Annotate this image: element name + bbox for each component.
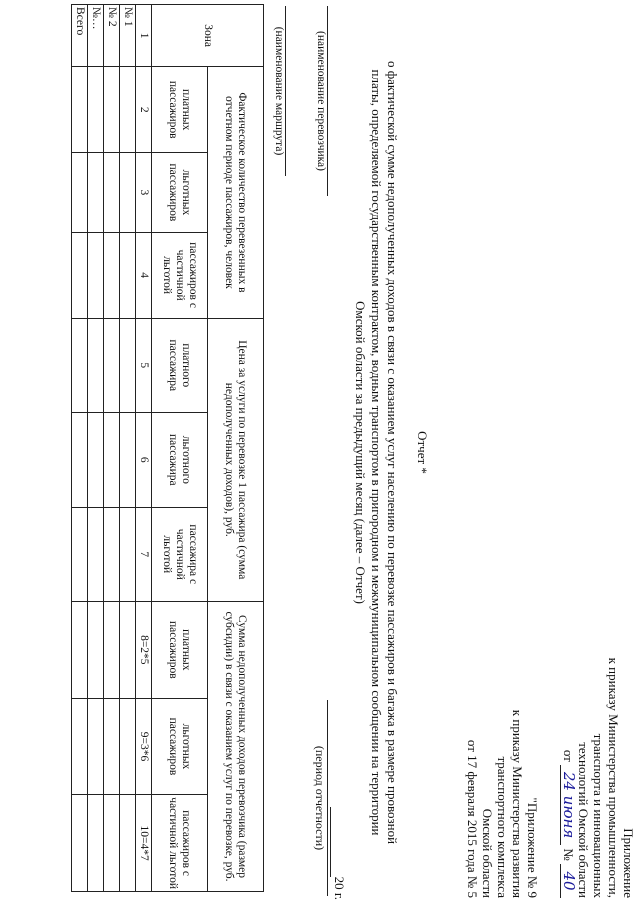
col-number: 6 [136, 413, 152, 507]
appendix-from-label: от [561, 749, 576, 762]
group-sum-header: Сумма недополученных доходов перевозчика (размер субсидии) в связи с оказанием услуг по перевозке, руб. [208, 602, 264, 892]
sum-sub-partial: пассажиров с частичной льготой [152, 795, 208, 892]
table-row [104, 5, 120, 892]
report-line-1: о фактической сумме недополученных доходов в связи с оказанием услуг населению по перевозке пассажиров и багажа в размере провозной [385, 60, 400, 845]
price-sub-partial: пассажира с частичной льготой [152, 507, 208, 601]
row-zone-label: №… [88, 5, 104, 67]
report-heading [352, 0, 430, 905]
col-number: 4 [136, 232, 152, 318]
table-sub-header-row [152, 5, 208, 892]
group-price-header: Цена за услуги по перевозке 1 пассажира (сумма недополученных доходов), руб. [208, 318, 264, 601]
report-title: Отчет * [415, 431, 430, 474]
sum-sub-benefit: льготных пассажиров [152, 698, 208, 795]
appendix-header [560, 560, 636, 898]
carrier-name-label: (наименование перевозчика) [315, 6, 328, 196]
appendix-number-label: № [561, 848, 576, 861]
price-sub-benefit: льготного пассажира [152, 413, 208, 507]
col-zone-header: Зона [152, 5, 264, 67]
col-number: 8=2*5 [136, 602, 152, 699]
appendix-date-line [560, 560, 576, 898]
col-number: 7 [136, 507, 152, 601]
appendix-line-2: транспорта и инновационных [591, 733, 606, 898]
col-number: 5 [136, 318, 152, 412]
row-zone-label: № 2 [104, 5, 120, 67]
qty-sub-paid: платных пассажиров [152, 67, 208, 153]
period-caption: (период отчетности) [312, 700, 328, 896]
table-row [120, 5, 136, 892]
col-number: 10=4*7 [136, 795, 152, 892]
row-total-label: Всего [72, 5, 88, 67]
table-group-header-row [208, 5, 264, 892]
col-number: 2 [136, 67, 152, 153]
appendix-number: 40 [560, 864, 576, 898]
row-zone-label: № 1 [120, 5, 136, 67]
group-qty-header: Фактическое количество перевезенных в отчетном периоде пассажиров, человек [208, 67, 264, 318]
prior-line-2: транспортного комплекса [495, 756, 510, 898]
appendix-line-3: технологий Омской области [576, 742, 591, 898]
col-number: 9=3*6 [136, 698, 152, 795]
prior-line-3: Омской области [480, 808, 495, 898]
route-name-label: (наименование маршрута) [273, 6, 286, 176]
qty-sub-partial: пассажиров с частичной льготой [152, 232, 208, 318]
prior-title: "Приложение № 9 [525, 797, 540, 898]
table-row [88, 5, 104, 892]
prior-appendix-header [465, 600, 540, 898]
table-number-row [136, 5, 152, 892]
sum-sub-paid: платных пассажиров [152, 602, 208, 699]
price-sub-paid: платного пассажира [152, 318, 208, 412]
period-year: 20 г. [330, 740, 347, 900]
report-table [71, 4, 264, 892]
prior-line-1: к приказу Министерства развития [510, 709, 525, 898]
appendix-line-1: к приказу Министерства промышленности, [606, 657, 621, 898]
qty-sub-benefit: льготных пассажиров [152, 153, 208, 232]
table-total-row [72, 5, 88, 892]
appendix-title: Приложение [621, 828, 636, 898]
col-number: 1 [136, 5, 152, 67]
report-line-3: Омской области за предыдущий месяц (далее – Отчет) [353, 301, 368, 604]
report-line-2: платы, определяемой государственным контрактом, водным транспортом в пригородном и межмуниципальном сообщении на территории [369, 69, 384, 836]
prior-line-4: от 17 февраля 2015 года № 5 [465, 739, 480, 898]
appendix-date: 24 июня [560, 765, 576, 845]
col-number: 3 [136, 153, 152, 232]
